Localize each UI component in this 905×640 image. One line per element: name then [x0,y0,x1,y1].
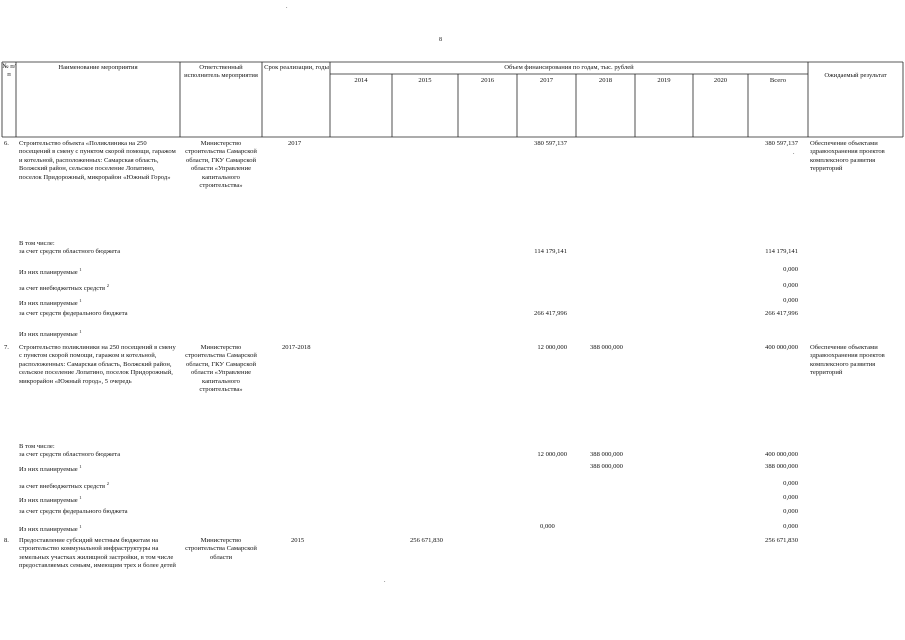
item-7-responsible: Министерство строительства Самарской области, ГКУ Самарской области «Управление капитального строительства» [185,344,257,394]
item-7-result: Обеспечение объектами здравоохранения проектов комплексного развития территорий [810,344,885,377]
header-name: Наименование мероприятия [58,64,138,71]
item-7-offbudget: за счет внебюджетных средств $^2$ [19,481,110,490]
item-6-name: Строительство объекта «Поликлиника на 250 посещений в смену с пунктом скорой помощи, гаражом и котельной, расположенных: Самарская область, Волжский район, сельское поселение Лопатино, поселок Придорожный, микрорайон «Южный Город» [19,140,176,181]
item-6-result: Обеспечение объектами здравоохранения проектов комплексного развития территорий [810,140,885,173]
item-7-2018: 388 000,000 [590,344,623,351]
item-7-incl: В том числе: [19,443,55,450]
item-7-federal: за счет средств федерального бюджета [19,508,128,515]
item-6-2017: 380 597,137 [534,140,567,147]
header-result: Ожидаемый результат [824,72,887,79]
item-7-planned3: Из них планируемые $^1$ [19,524,82,533]
item-7-total: 400 000,000 [765,344,798,351]
year-total: Всего [769,77,787,84]
item-7-federal-total: 0,000 [783,508,798,515]
item-7-name: Строительство поликлиники на 250 посещений в смену с пунктом скорой помощи, гаражом и котельной, расположенных: Самарская область, Волжский район, сельское поселение Лопатино, поселок Придорожный, микрорайон «Южный город», 5 очередь [19,344,176,385]
item-6-planned1: Из них планируемые $^1$ [19,267,82,276]
item-7-offbudget-total: 0,000 [783,480,798,487]
item-7-2017: 12 000,000 [537,344,567,351]
scan-speck: . [793,150,795,156]
item-7-planned3-2017: 0,000 [540,523,555,530]
item-6-federal: за счет средств федерального бюджета [19,310,128,317]
item-6-planned1-total: 0,000 [783,266,798,273]
item-7-term: 2017-2018 [282,344,311,351]
year-2017: 2017 [539,77,554,84]
item-6-planned2: Из них планируемые $^1$ [19,298,82,307]
year-2015: 2015 [418,77,432,84]
item-6-term: 2017 [288,140,302,147]
page-mark: 8 [439,37,442,43]
item-6-planned3: Из них планируемые $^1$ [19,329,82,338]
item-7-planned2-total: 0,000 [783,494,798,501]
item-7-planned2: Из них планируемые $^1$ [19,495,82,504]
item-7-regional-2018: 388 000,000 [590,451,623,458]
item-6-incl: В том числе: [19,240,55,247]
item-8-responsible: Министерство строительства Самарской области [185,537,257,561]
item-7-regional: за счет средств областного бюджета [19,451,121,458]
item-6-offbudget: за счет внебюджетных средств $^2$ [19,283,110,292]
item-6-responsible: Министерство строительства Самарской области, ГКУ Самарской области «Управление капитального строительства» [185,140,257,190]
header-funding: Объем финансирования по годам, тыс. рублей [504,64,634,71]
year-2018: 2018 [598,77,613,84]
item-8-name: Предоставление субсидий местным бюджетам на строительство коммунальной инфраструктуры на земельных участках жилищной застройки, в том числе предоставляемых семьям, имеющим трех и более детей [19,537,176,570]
item-8-num: 8. [4,537,9,544]
item-6-offbudget-total: 0,000 [783,282,798,289]
year-2020: 2020 [713,77,728,84]
item-6-federal-total: 266 417,996 [765,310,798,317]
item-6-federal-2017: 266 417,996 [534,310,567,317]
item-6-num: 6. [4,140,9,147]
year-2016: 2016 [480,77,495,84]
item-7-planned3-total: 0,000 [783,523,798,530]
scan-speck: . [384,578,386,584]
item-7-regional-total: 400 000,000 [765,451,798,458]
item-7-planned1-2018: 388 000,000 [590,463,623,470]
item-8-total: 256 671,830 [765,537,798,544]
item-7-planned1: Из них планируемые $^1$ [19,464,82,473]
item-7-regional-2017: 12 000,000 [537,451,567,458]
scan-speck: . [286,4,288,10]
item-7-num: 7. [4,344,9,351]
year-2014: 2014 [354,77,368,84]
item-6-total: 380 597,137 [765,140,798,147]
item-6-regional: за счет средств областного бюджета [19,248,121,255]
item-7-planned1-total: 388 000,000 [765,463,798,470]
header-responsible: Ответственный исполнитель мероприятия [184,64,258,80]
year-2019: 2019 [657,77,671,84]
header-term: Срок реализации, годы [264,64,329,71]
item-8-term: 2015 [291,537,305,544]
item-6-regional-total: 114 179,141 [765,248,798,255]
header-num: № п/п [2,63,16,79]
item-6-planned2-total: 0,000 [783,297,798,304]
item-8-2015: 256 671,830 [410,537,443,544]
item-6-regional-2017: 114 179,141 [534,248,567,255]
